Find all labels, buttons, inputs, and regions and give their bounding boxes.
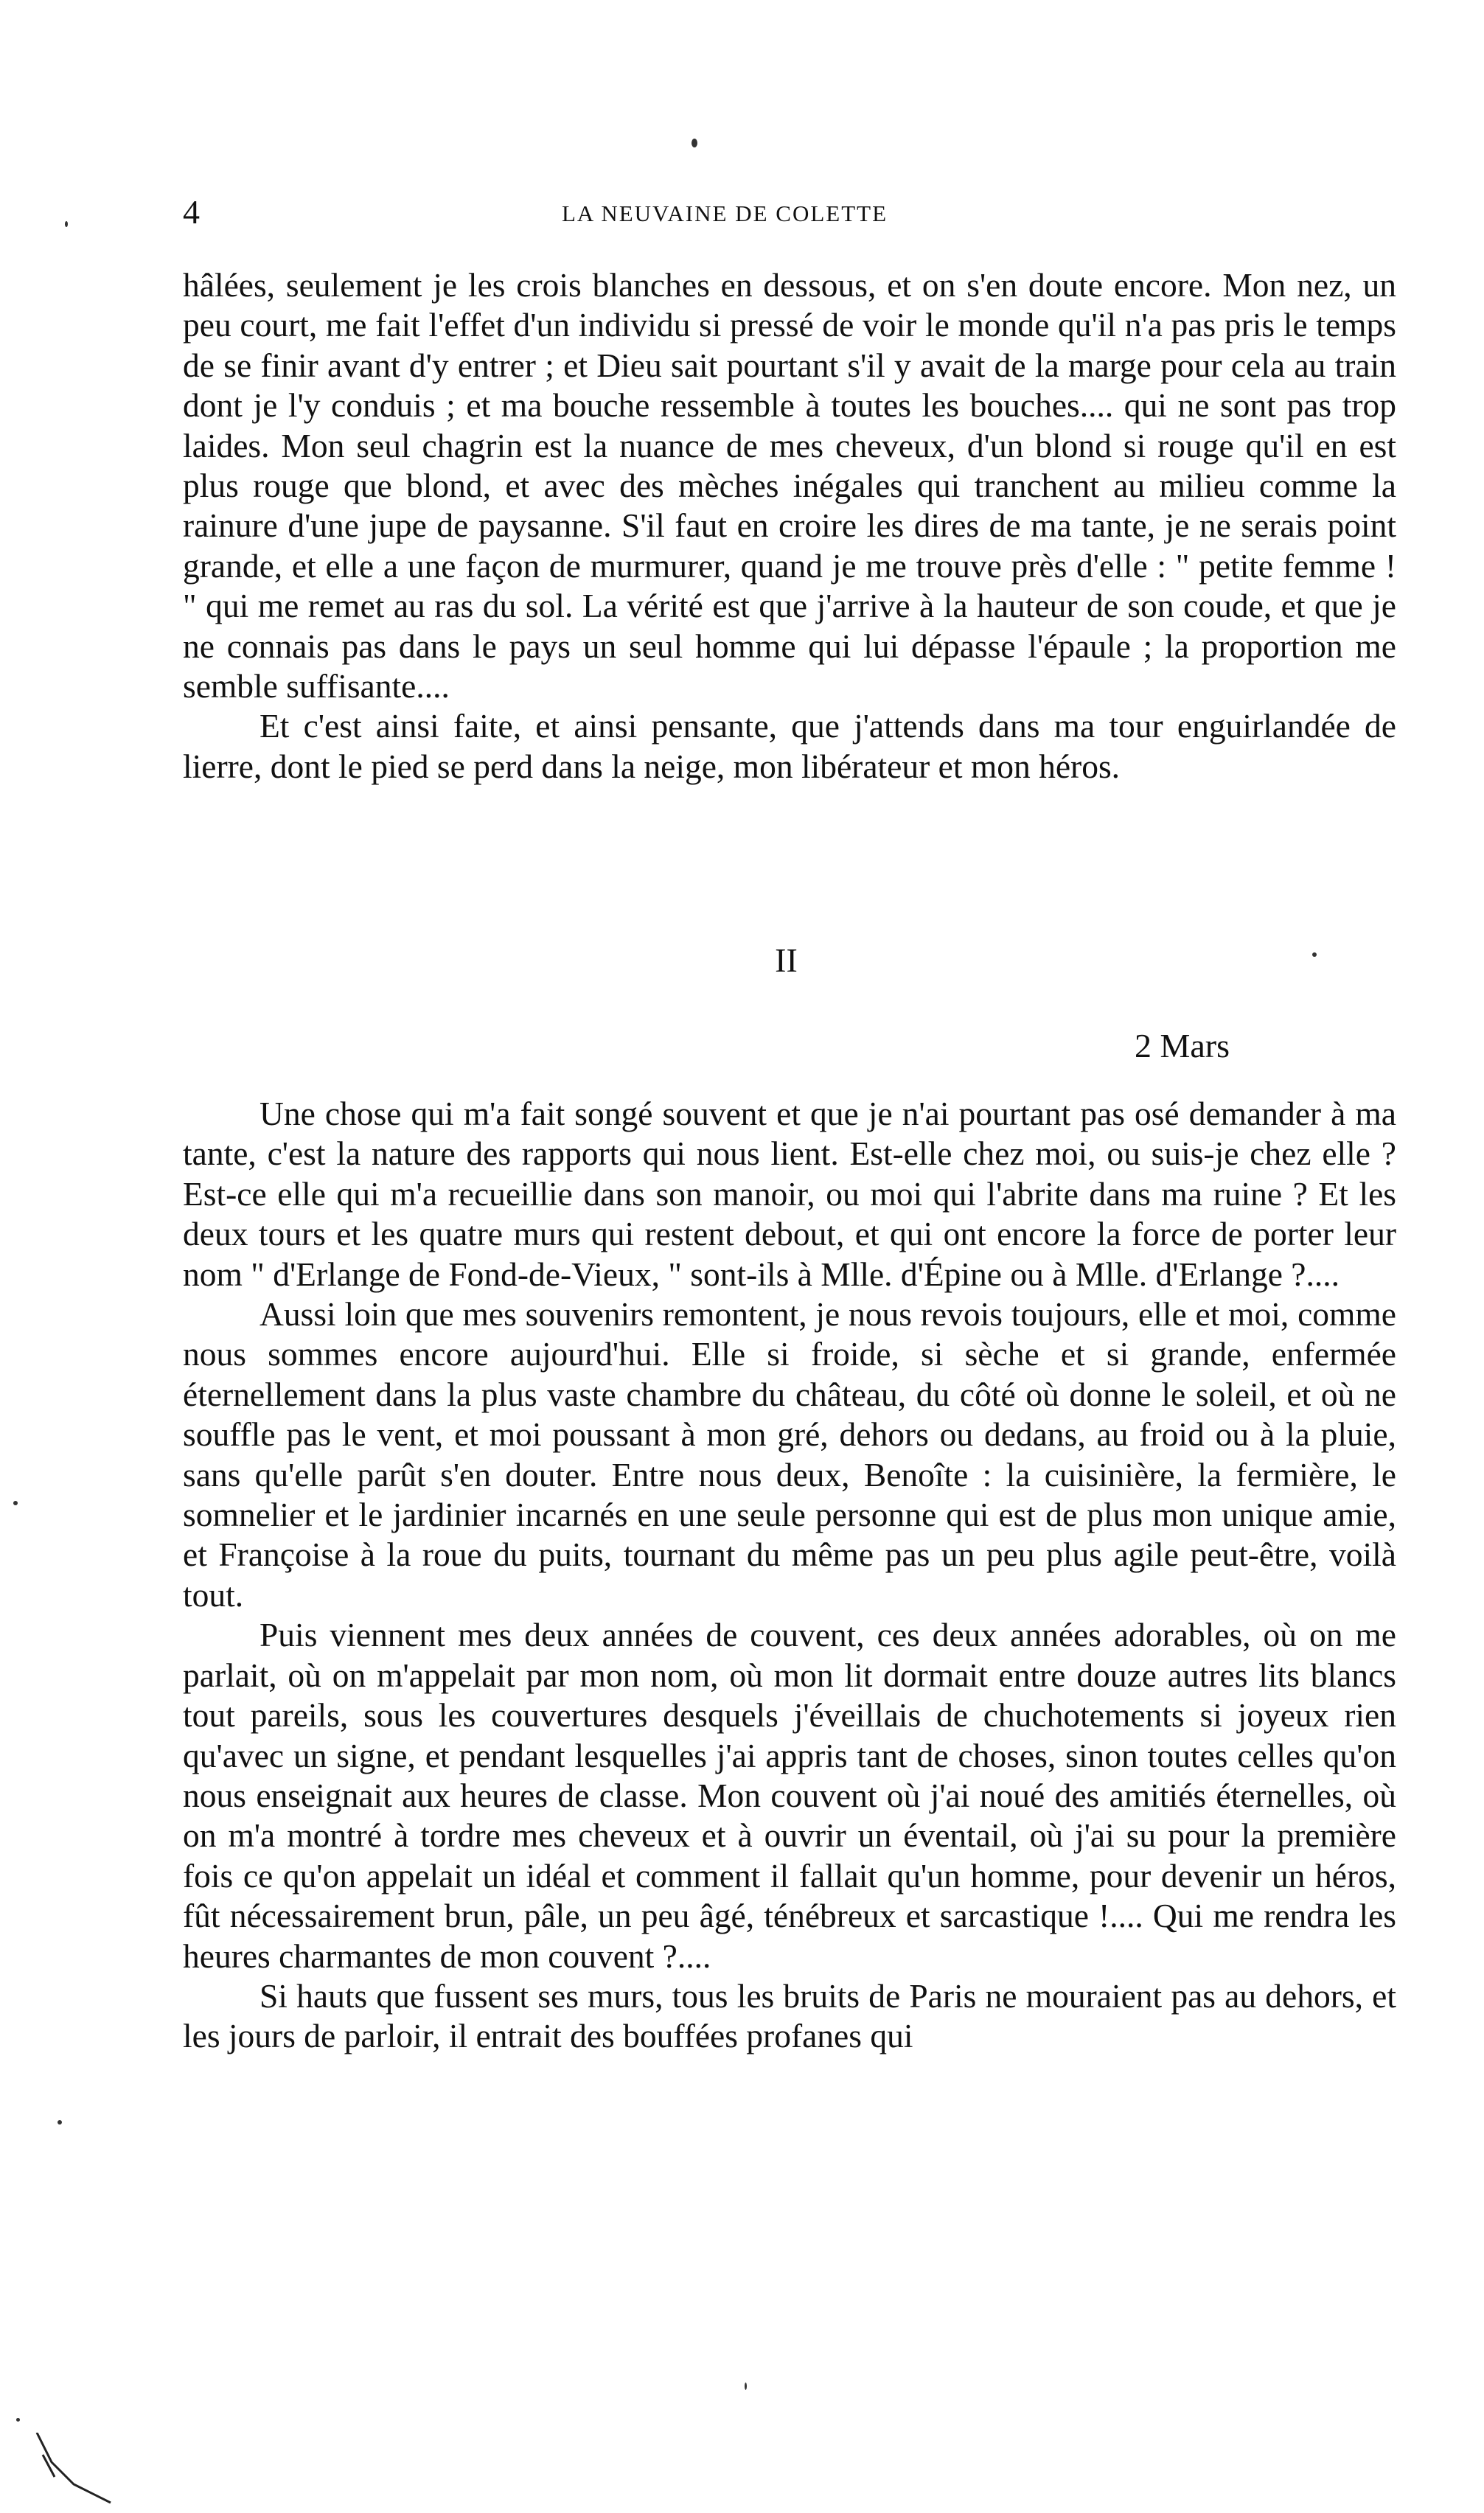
running-title: LA NEUVAINE DE COLETTE — [561, 201, 888, 226]
body-text-top — [183, 265, 1396, 787]
scan-speck — [745, 2383, 747, 2390]
scan-speck — [13, 1501, 18, 1505]
entry-date: 2 Mars — [1134, 1027, 1230, 1064]
page-number: 4 — [183, 193, 200, 231]
paragraph: Puis viennent mes deux années de couvent, ces deux années adorables, où on me parlait, où on m'appelait par mon nom, où mon lit dormait entre douze autres lits blancs tout pareils, sous les couvertures desquels j'éveillais de chuchotements si joyeux rien qu'avec un signe, et pendant lesquelles j'ai appris tant de choses, sinon toutes celles qu'on nous enseignait aux heures de classe. Mon couvent où j'ai noué des amitiés éternelles, où on m'a montré à tordre mes cheveux et à ouvrir un éventail, où j'ai su pour la première fois ce qu'on appelait un idéal et comment il fallait qu'un homme, pour devenir un héros, fût nécessairement brun, pâle, un peu âgé, ténébreux et sarcastique !.... Qui me rendra les heures charmantes de mon couvent ?.... — [183, 1616, 1396, 1975]
scan-speck — [58, 2120, 62, 2125]
body-text-bottom — [183, 1094, 1396, 2057]
paragraph: Si hauts que fussent ses murs, tous les bruits de Paris ne mouraient pas au dehors, et les jours de parloir, il entrait des bouffées profanes qui — [183, 1976, 1396, 2055]
scan-mark-icon — [29, 2433, 118, 2506]
paragraph: hâlées, seulement je les crois blanches en dessous, et on s'en doute encore. Mon nez, un peu court, me fait l'effet d'un individu si pressé de voir le monde qu'il n'a pas pris le temps de se finir avant d'y entrer ; et Dieu sait pourtant s'il y avait de la marge pour cela au train dont je l'y conduis ; et ma bouche ressemble à toutes les bouches.... qui ne sont pas trop laides. Mon seul chagrin est la nuance de mes cheveux, d'un blond si rouge qu'il en est plus rouge que blond, et avec des mèches inégales qui tranchent au milieu comme la rainure d'une jupe de paysanne. S'il faut en croire les dires de ma tante, je ne serais point grande, et elle a une façon de murmurer, quand je me trouve près d'elle : " petite femme ! " qui me remet au ras du sol. La vérité est que j'arrive à la hauteur de son coude, et que je ne connais pas dans le pays un seul homme qui lui dépasse l'épaule ; la proportion me semble suffisante.... — [183, 266, 1396, 705]
page-header — [183, 190, 1267, 234]
scan-speck — [1312, 952, 1317, 957]
scan-speck — [16, 2418, 20, 2422]
scan-speck — [65, 221, 68, 227]
paragraph: Aussi loin que mes souvenirs remontent, je nous revois toujours, elle et moi, comme nous sommes encore aujourd'hui. Elle si froide, si sèche et si grande, enfermée éternellement dans la plus vaste chambre du château, du côté où donne le soleil, et où ne souffle pas le vent, et moi poussant à mon gré, dehors ou dedans, au froid ou à la pluie, sans qu'elle parût s'en douter. Entre nous deux, Benoîte : la cuisinière, la fermière, le somnelier et le jardinier incarnés en une seule personne qui est de plus mon unique amie, et Françoise à la roue du puits, tournant du même pas un peu plus agile peut-être, voilà tout. — [183, 1295, 1396, 1614]
scan-speck — [692, 139, 697, 147]
paragraph: Et c'est ainsi faite, et ainsi pensante, que j'attends dans ma tour enguirlandée de lierre, dont le pied se perd dans la neige, mon libérateur et mon héros. — [183, 707, 1396, 785]
section-heading: II — [775, 941, 798, 979]
paragraph: Une chose qui m'a fait songé souvent et que je n'ai pourtant pas osé demander à ma tante, c'est la nature des rapports qui nous lient. Est-elle chez moi, ou suis-je chez elle ? Est-ce elle qui m'a recueillie dans son manoir, ou moi qui l'abrite dans ma ruine ? Et les deux tours et les quatre murs qui restent debout, et qui ont encore la force de porter leur nom " d'Erlange de Fond-de-Vieux, " sont-ils à Mlle. d'Épine ou à Mlle. d'Erlange ?.... — [183, 1095, 1396, 1293]
